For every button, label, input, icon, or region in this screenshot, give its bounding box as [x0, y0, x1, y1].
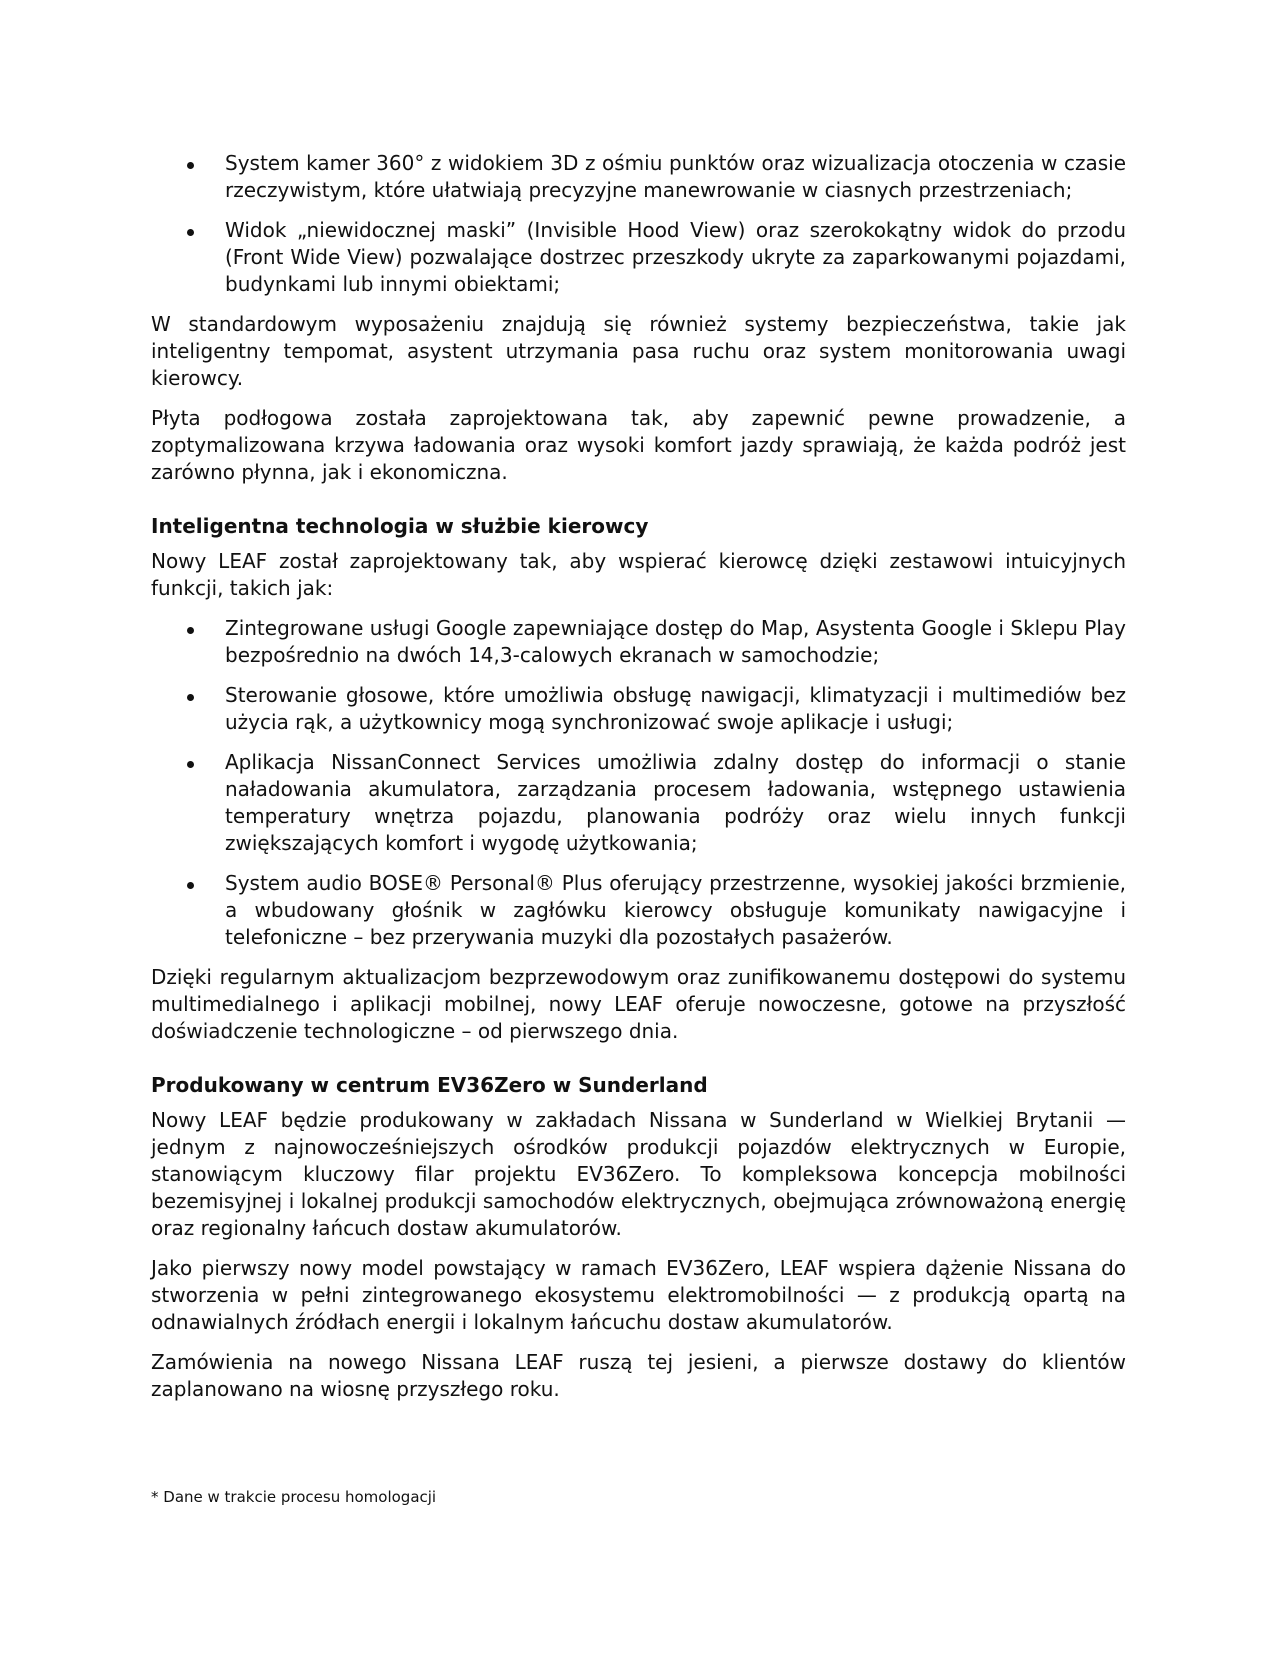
paragraph: Dzięki regularnym aktualizacjom bezprzewodowym oraz zunifikowanemu dostępowi do systemu multimedialnego i aplikacji mobilnej, nowy LEAF oferuje nowoczesne, gotowe na przyszłość doświadczenie technologiczne – od pierwszego dnia.: [151, 965, 1126, 1043]
paragraph: Nowy LEAF będzie produkowany w zakładach Nissana w Sunderland w Wielkiej Brytanii — jednym z najnowocześniejszych ośrodków produkcji pojazdów elektrycznych w Europie, stanowiącym kluczowy filar projektu EV36Zero. To kompleksowa koncepcja mobilności bezemisyjnej i lokalnej produkcji samochodów elektrycznych, obejmująca zrównoważoną energię oraz regionalny łańcuch dostaw akumulatorów.: [151, 1108, 1126, 1240]
list-item-text: Sterowanie głosowe, które umożliwia obsługę nawigacji, klimatyzacji i multimediów bez użycia rąk, a użytkownicy mogą synchronizować swoje aplikacje i usługi;: [225, 683, 1126, 734]
bullet-icon: [187, 627, 194, 634]
list-item-text: System kamer 360° z widokiem 3D z ośmiu punktów oraz wizualizacja otoczenia w czasie rzeczywistym, które ułatwiają precyzyjne manewrowanie w ciasnych przestrzeniach;: [225, 151, 1126, 202]
paragraph: Zamówienia na nowego Nissana LEAF ruszą tej jesieni, a pierwsze dostawy do klientów zaplanowano na wiosnę przyszłego roku.: [151, 1350, 1126, 1401]
intro-bullet-list: [151, 150, 1126, 298]
list-item-text: Zintegrowane usługi Google zapewniające dostęp do Map, Asystenta Google i Sklepu Play bezpośrednio na dwóch 14,3-calowych ekranach w samochodzie;: [225, 616, 1126, 667]
list-item: [151, 150, 1126, 204]
section-heading-technology: Inteligentna technologia w służbie kierowcy: [151, 514, 649, 538]
list-item: [151, 749, 1126, 857]
paragraph: W standardowym wyposażeniu znajdują się również systemy bezpieczeństwa, takie jak inteligentny tempomat, asystent utrzymania pasa ruchu oraz system monitorowania uwagi kierowcy.: [151, 312, 1126, 390]
list-item-text: Widok „niewidocznej maski” (Invisible Hood View) oraz szerokokątny widok do przodu (Front Wide View) pozwalające dostrzec przeszkody ukryte za zaparkowanymi pojazdami, budynkami lub innymi obiektami;: [225, 218, 1126, 296]
list-item: [151, 217, 1126, 298]
paragraph: Jako pierwszy nowy model powstający w ramach EV36Zero, LEAF wspiera dążenie Nissana do stworzenia w pełni zintegrowanego ekosystemu elektromobilności — z produkcją opartą na odnawialnych źródłach energii i lokalnym łańcuchu dostaw akumulatorów.: [151, 1256, 1126, 1334]
bullet-icon: [187, 162, 194, 169]
list-item: [151, 682, 1126, 736]
section-spacer: [151, 499, 1126, 513]
section-heading-production: Produkowany w centrum EV36Zero w Sunderland: [151, 1073, 708, 1097]
bullet-icon: [187, 761, 194, 768]
paragraph: Płyta podłogowa została zaprojektowana tak, aby zapewnić pewne prowadzenie, a zoptymalizowana krzywa ładowania oraz wysoki komfort jazdy sprawiają, że każda podróż jest zarówno płynna, jak i ekonomiczna.: [151, 406, 1126, 484]
footnote: * Dane w trakcie procesu homologacji: [151, 1488, 437, 1506]
list-item: [151, 870, 1126, 951]
paragraph: Nowy LEAF został zaprojektowany tak, aby wspierać kierowcę dzięki zestawowi intuicyjnych funkcji, takich jak:: [151, 549, 1126, 600]
section-spacer: [151, 1058, 1126, 1072]
bullet-icon: [187, 229, 194, 236]
list-item-text: Aplikacja NissanConnect Services umożliwia zdalny dostęp do informacji o stanie naładowania akumulatora, zarządzania procesem ładowania, wstępnego ustawienia temperatury wnętrza pojazdu, planowania podróży oraz wielu innych funkcji zwiększających komfort i wygodę użytkowania;: [225, 750, 1126, 855]
bullet-icon: [187, 882, 194, 889]
document-body: [151, 150, 1126, 1416]
bullet-icon: [187, 694, 194, 701]
list-item-text: System audio BOSE® Personal® Plus oferujący przestrzenne, wysokiej jakości brzmienie, a wbudowany głośnik w zagłówku kierowcy obsługuje komunikaty nawigacyjne i telefoniczne – bez przerywania muzyki dla pozostałych pasażerów.: [225, 871, 1126, 949]
technology-bullet-list: [151, 615, 1126, 951]
list-item: [151, 615, 1126, 669]
